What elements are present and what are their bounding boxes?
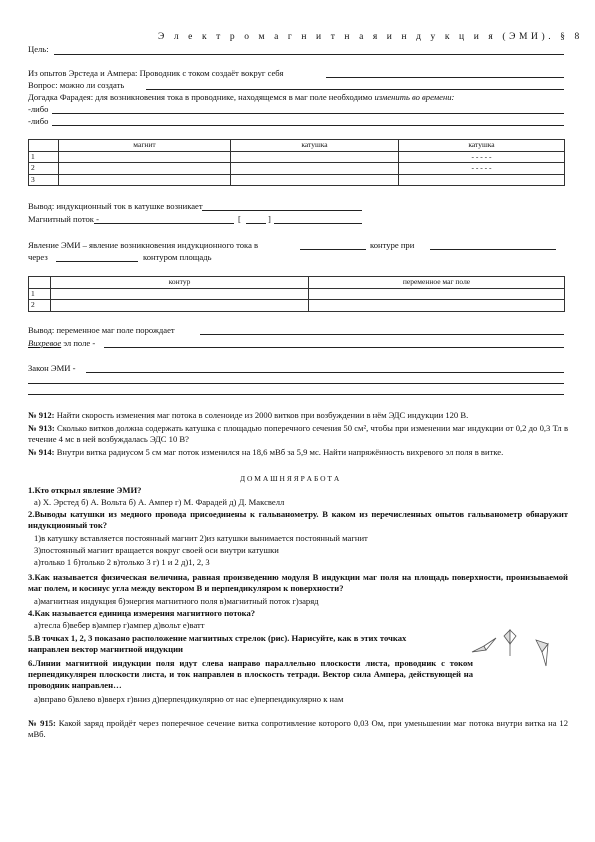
goal-label: Цель: xyxy=(28,44,49,54)
either-answer-line-1[interactable] xyxy=(52,113,564,114)
table-row xyxy=(29,288,565,300)
conclusion-2-line[interactable] xyxy=(200,334,564,335)
question-6: 6.Линии магнитной индукции поля идут слева направо параллельно плоскости листа, проводник с током перпендикулярен плоскости листа, и ток направлен в плоскость тетради. Вектор сила Ампера, действующей на проводник направлен… xyxy=(28,658,473,690)
table-cell[interactable]: - - - - - xyxy=(399,151,565,163)
flux-unit-close: ] xyxy=(268,214,271,224)
either-label-2: -либо xyxy=(28,116,49,126)
table-cell[interactable] xyxy=(309,288,565,300)
goal-answer-line[interactable] xyxy=(54,54,564,55)
question-4-options: а)тесла б)вебер в)ампер г)ампер д)вольт е)ватт xyxy=(34,620,205,630)
through-label: через xyxy=(28,252,48,262)
oersted-text: Из опытов Эрстеда и Ампера: Проводник с током создаёт вокруг себя xyxy=(28,68,284,78)
table-cell: 1 xyxy=(29,288,51,300)
table-row xyxy=(29,163,565,175)
question-4: 4.Как называется единица измерения магнитного потока? xyxy=(28,608,256,618)
conclusion-2: Вывод: переменное маг поле порождает xyxy=(28,325,175,335)
flux-unit-open: [ xyxy=(238,214,241,224)
table-header-cell xyxy=(29,140,59,152)
table-cell: 3 xyxy=(29,174,59,186)
question-text: Вопрос: можно ли создать xyxy=(28,80,125,90)
table-header-cell: контур xyxy=(51,277,309,289)
table-row xyxy=(29,151,565,163)
problem-913: № 913: Сколько витков должна содержать катушка с площадью поперечного сечения 50 см², чтобы при изменении маг индукции от 0,2 до 0,3 Тл в течение 4 мс в ней возбуждалась ЭДС 10 В? xyxy=(28,423,569,444)
either-answer-line-2[interactable] xyxy=(52,125,564,126)
table-cell: 2 xyxy=(29,163,59,175)
compass-needle-2 xyxy=(504,630,516,656)
question-6-options: а)вправо б)влево в)вверх г)вниз д)перпендикулярно от нас е)перпендикулярно к нам xyxy=(34,694,344,704)
emi-definition-b: контуре при xyxy=(370,240,415,250)
vortex-field-line[interactable] xyxy=(104,347,564,348)
law-label: Закон ЭМИ - xyxy=(28,363,76,373)
conclusion-1-line[interactable] xyxy=(202,210,362,211)
contour-table xyxy=(28,276,565,312)
table-cell[interactable] xyxy=(51,288,309,300)
table-cell[interactable] xyxy=(51,300,309,312)
either-label-1: -либо xyxy=(28,104,49,114)
table-header-row xyxy=(29,277,565,289)
law-line-2[interactable] xyxy=(28,383,564,384)
homework-title: Д О М А Ш Н Я Я Р А Б О Т А xyxy=(240,474,340,483)
faraday-text: Догадка Фарадея: для возникновения тока в проводнике, находящемся в маг поле необходимо изменить во времени: xyxy=(28,92,455,102)
question-1: 1.Кто открыл явление ЭМИ? xyxy=(28,485,142,495)
compass-needles-figure xyxy=(470,626,560,674)
law-line-3[interactable] xyxy=(28,394,564,395)
table-cell[interactable] xyxy=(231,151,399,163)
table-header-row xyxy=(29,140,565,152)
problem-915: № 915: Какой заряд пройдёт через поперечное сечение витка сопротивление которого 0,03 Ом, при уменьшении маг потока внутри витка на 12 мВб. xyxy=(28,718,568,739)
table-cell: 2 xyxy=(29,300,51,312)
conclusion-1: Вывод: индукционный ток в катушке возникает xyxy=(28,201,203,211)
contour-area-label: контуром площадь xyxy=(143,252,212,262)
oersted-answer-line[interactable] xyxy=(326,77,564,78)
question-3-options: а)магнитная индукция б)энергия магнитного поля в)магнитный поток г)заряд xyxy=(34,596,319,606)
flux-definition-line[interactable] xyxy=(94,223,234,224)
through-line[interactable] xyxy=(56,261,138,262)
table-header-cell: катушка xyxy=(231,140,399,152)
page-title: Э л е к т р о м а г н и т н а я и н д у к ц и я (ЭМИ). § 8 xyxy=(158,32,583,42)
experiments-table xyxy=(28,139,565,186)
compass-needle-1 xyxy=(472,638,496,652)
question-answer-line[interactable] xyxy=(146,89,564,90)
table-cell[interactable] xyxy=(59,163,231,175)
table-row xyxy=(29,300,565,312)
question-3: 3.Как называется физическая величина, равная произведению модуля В индукции маг поля на площадь поверхности, пронизываемой маг полем, и косинус угла между вектором В и перпендикуляром к поверхности? xyxy=(28,572,568,593)
table-cell[interactable] xyxy=(231,163,399,175)
table-cell[interactable] xyxy=(59,151,231,163)
problem-912: № 912: Найти скорость изменения маг потока в соленоиде из 2000 витков при возбуждении в нём ЭДС индукции 120 В. xyxy=(28,410,469,420)
table-cell[interactable]: - - - - - xyxy=(399,163,565,175)
table-header-cell: переменное маг поле xyxy=(309,277,565,289)
question-2: 2.Выводы катушки из медного провода присоединены к гальванометру. В каком из перечисленных опытов гальванометр обнаружит индукционный ток? xyxy=(28,509,568,530)
question-2-item-b: 3)постоянный магнит вращается вокруг своей оси внутри катушки xyxy=(34,545,279,555)
question-2-item-a: 1)в катушку вставляется постоянный магнит 2)из катушки вынимается постоянный магнит xyxy=(34,533,368,543)
table-row xyxy=(29,174,565,186)
table-header-cell: катушка xyxy=(399,140,565,152)
table-cell[interactable] xyxy=(231,174,399,186)
compass-needle-3 xyxy=(536,640,548,666)
table-cell: 1 xyxy=(29,151,59,163)
flux-extra-line[interactable] xyxy=(274,223,362,224)
flux-label: Магнитный поток - xyxy=(28,214,99,224)
table-header-cell: магнит xyxy=(59,140,231,152)
table-cell[interactable] xyxy=(59,174,231,186)
question-2-options: а)только 1 б)только 2 в)только 3 г) 1 и 2 д)1, 2, 3 xyxy=(34,557,210,567)
emi-definition-line-1[interactable] xyxy=(300,249,366,250)
table-cell[interactable] xyxy=(309,300,565,312)
question-1-options: а) Х. Эрстед б) А. Вольта б) А. Ампер г) М. Фарадей д) Д. Максвелл xyxy=(34,497,285,507)
flux-unit-line[interactable] xyxy=(246,223,266,224)
vortex-field-label: Вихревое эл поле - xyxy=(28,338,96,348)
emi-definition-a: Явление ЭМИ – явление возникновения индукционного тока в xyxy=(28,240,259,250)
question-5: 5.В точках 1, 2, 3 показано расположение магнитных стрелок (рис). Нарисуйте, как в этих точках направлен вектор магнитной индукции xyxy=(28,633,407,654)
emi-definition-line-2[interactable] xyxy=(430,249,556,250)
problem-914: № 914: Внутри витка радиусом 5 см маг поток изменился на 18,6 мВб за 5,9 мс. Найти напряжённость вихревого эл поля в витке. xyxy=(28,447,504,457)
table-cell[interactable] xyxy=(399,174,565,186)
law-line-1[interactable] xyxy=(86,372,564,373)
table-header-cell xyxy=(29,277,51,289)
